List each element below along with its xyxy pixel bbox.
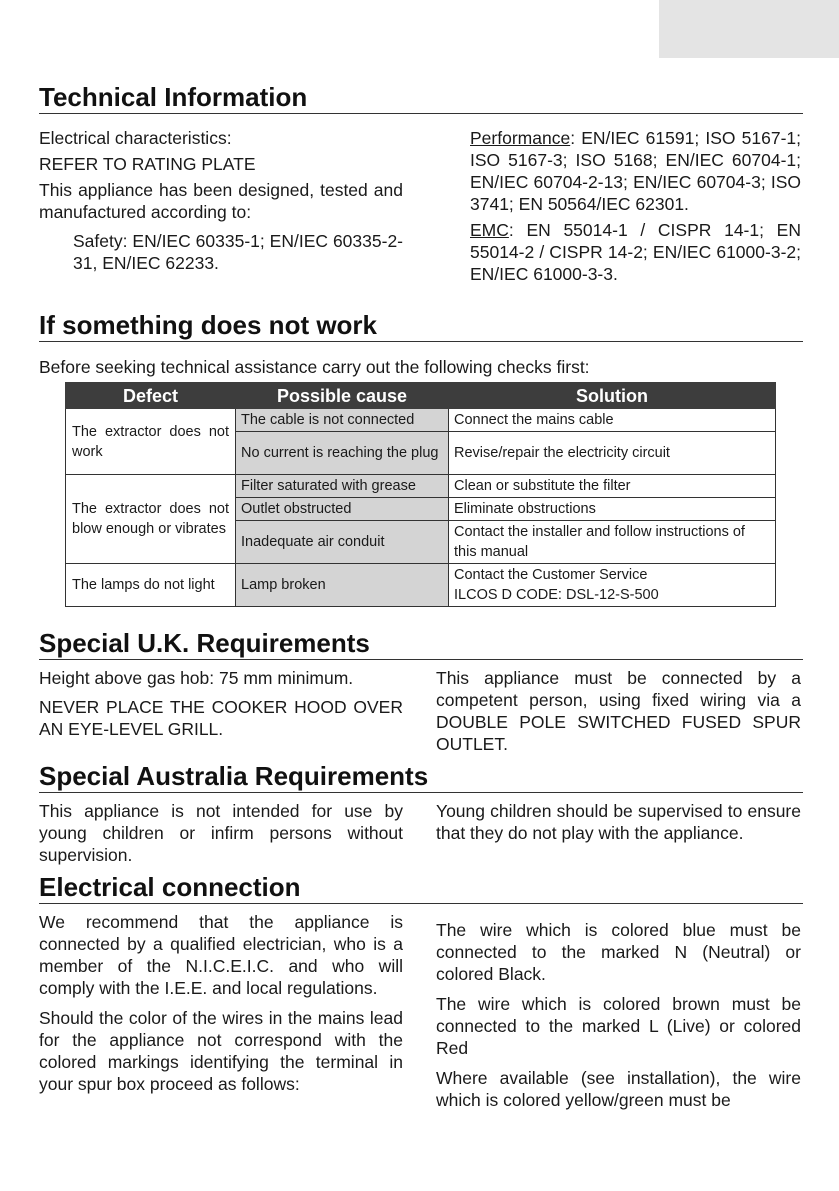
cause-cell: Lamp broken [236, 564, 449, 607]
troubleshooting-table [65, 382, 776, 607]
australia-right-text: Young children should be supervised to ensure that they do not play with the appliance. [436, 801, 801, 843]
eye-level-grill-warning: NEVER PLACE THE COOKER HOOD OVER AN EYE-LEVEL GRILL. [39, 697, 403, 739]
table-row [66, 564, 776, 607]
header-solution: Solution [449, 383, 776, 409]
defect-cell: The lamps do not light [66, 564, 236, 607]
designed-according-text: This appliance has been designed, tested and manufactured according to: [39, 180, 403, 222]
emc-standards [470, 219, 801, 285]
australia-requirements-heading: Special Australia Requirements [39, 761, 803, 793]
solution-cell [449, 564, 776, 607]
performance-text: : EN/IEC 61591; ISO 5167-1; ISO 5167-3; ISO 5168; EN/IEC 60704-1; EN/IEC 60704-2-13; EN/IEC 60704-3; ISO 3741; EN 50564/IEC 62301. [470, 128, 801, 214]
cause-cell: No current is reaching the plug [236, 432, 449, 475]
electrical-right-column [436, 919, 801, 1111]
defect-cell: The extractor does not work [66, 409, 236, 475]
tech-left-column [39, 127, 403, 274]
table-row [66, 475, 776, 498]
emc-label: EMC [470, 220, 509, 240]
cause-cell: Inadequate air conduit [236, 521, 449, 564]
electrical-left-column [39, 911, 403, 1095]
rating-plate-note: REFER TO RATING PLATE [39, 154, 256, 174]
cause-cell: The cable is not connected [236, 409, 449, 432]
ilcos-code: ILCOS D CODE: DSL-12-S-500 [454, 587, 659, 603]
brown-wire-text: The wire which is colored brown must be connected to the marked L (Live) or colored Red [436, 994, 801, 1058]
defect-cell: The extractor does not blow enough or vibrates [66, 475, 236, 564]
solution-cell: Contact the installer and follow instructions of this manual [449, 521, 776, 564]
blue-wire-text: The wire which is colored blue must be connected to the marked N (Neutral) or colored Black. [436, 920, 801, 984]
electrical-connection-heading: Electrical connection [39, 872, 803, 904]
technical-information-heading: Technical Information [39, 82, 803, 114]
solution-cell: Connect the mains cable [449, 409, 776, 432]
table-header-row [66, 383, 776, 409]
electrical-characteristics-label: Electrical characteristics: [39, 128, 232, 148]
solution-cell: Eliminate obstructions [449, 498, 776, 521]
emc-text: : EN 55014-1 / CISPR 14-1; EN 55014-2 / CISPR 14-2; EN/IEC 61000-3-2; EN/IEC 61000-3-3. [470, 220, 801, 284]
performance-standards [470, 127, 801, 215]
table-row [66, 409, 776, 432]
page-corner-tab [659, 0, 839, 58]
cause-cell: Filter saturated with grease [236, 475, 449, 498]
solution-line: Contact the Customer Service [454, 567, 648, 583]
troubleshooting-intro: Before seeking technical assistance carry out the following checks first: [39, 357, 590, 377]
qualified-electrician-text: We recommend that the appliance is connected by a qualified electrician, who is a member of the N.I.C.E.I.C. and who will comply with the I.E.E. and local regulations. [39, 912, 403, 998]
gas-hob-height: Height above gas hob: 75 mm minimum. [39, 668, 354, 688]
safety-standards: Safety: EN/IEC 60335-1; EN/IEC 60335-2-31, EN/IEC 62233. [73, 231, 403, 273]
header-defect: Defect [66, 383, 236, 409]
performance-label: Performance [470, 128, 571, 148]
yellow-green-wire-text: Where available (see installation), the wire which is colored yellow/green must be [436, 1068, 801, 1110]
wire-color-mismatch-text: Should the color of the wires in the mains lead for the appliance not correspond with the colored markings identifying the terminal in your spur box proceed as follows: [39, 1008, 403, 1094]
australia-left-text: This appliance is not intended for use by young children or infirm persons without supervision. [39, 801, 403, 865]
uk-wiring-requirement: This appliance must be connected by a competent person, using fixed wiring via a DOUBLE POLE SWITCHED FUSED SPUR OUTLET. [436, 668, 801, 754]
cause-cell: Outlet obstructed [236, 498, 449, 521]
troubleshooting-heading: If something does not work [39, 310, 803, 342]
solution-cell: Revise/repair the electricity circuit [449, 432, 776, 475]
tech-right-column [470, 127, 801, 285]
uk-requirements-heading: Special U.K. Requirements [39, 628, 803, 660]
header-possible-cause: Possible cause [236, 383, 449, 409]
solution-cell: Clean or substitute the filter [449, 475, 776, 498]
uk-left-column [39, 667, 403, 740]
